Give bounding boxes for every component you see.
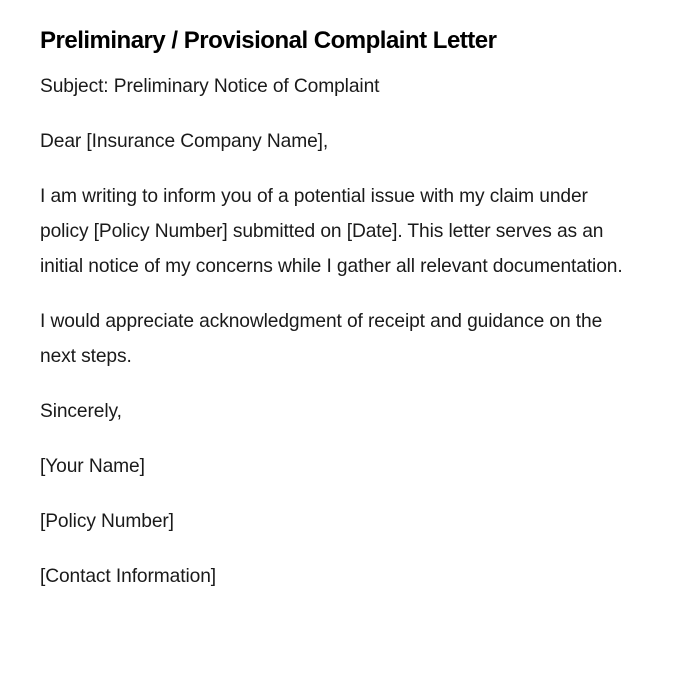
body-paragraph-1: I am writing to inform you of a potential issue with my claim under policy [Policy Number] submitted on [Date]. This letter serves as an initial notice of my concerns while I gather all relevant documentation. bbox=[40, 186, 623, 277]
closing: Sincerely, bbox=[40, 401, 122, 422]
subject-line: Subject: Preliminary Notice of Complaint bbox=[40, 76, 380, 97]
salutation: Dear [Insurance Company Name], bbox=[40, 131, 329, 152]
body-paragraph-2: I would appreciate acknowledgment of receipt and guidance on the next steps. bbox=[40, 311, 603, 367]
signature-name: [Your Name] bbox=[40, 456, 145, 477]
document-title: Preliminary / Provisional Complaint Letter bbox=[40, 27, 497, 54]
signature-policy-number: [Policy Number] bbox=[40, 511, 174, 532]
letter-document bbox=[40, 24, 640, 594]
signature-contact: [Contact Information] bbox=[40, 566, 217, 587]
